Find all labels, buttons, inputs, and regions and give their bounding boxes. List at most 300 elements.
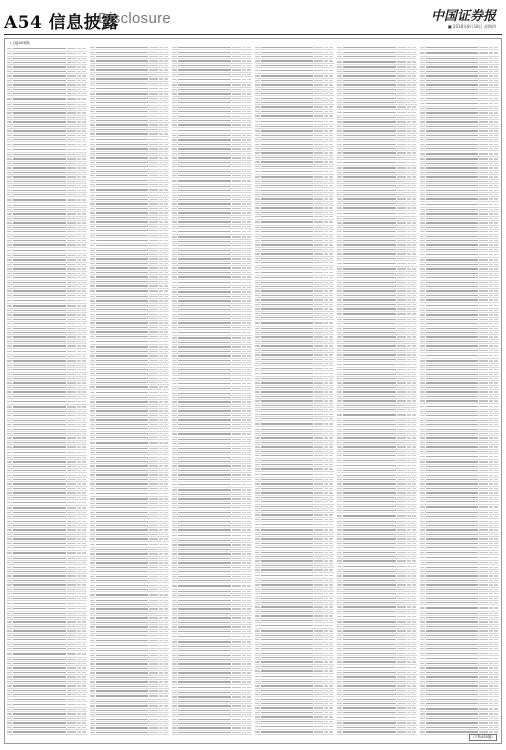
table-cell — [149, 52, 158, 53]
table-cell — [324, 350, 328, 351]
table-cell — [77, 374, 81, 375]
table-cell — [67, 552, 76, 553]
table-cell — [164, 719, 168, 720]
table-cell — [261, 139, 314, 140]
table-cell — [96, 544, 149, 545]
table-cell — [77, 653, 81, 654]
table-cell — [412, 172, 416, 173]
table-cell — [90, 585, 95, 586]
table-cell — [255, 666, 260, 667]
table-cell — [324, 152, 328, 153]
table-cell — [261, 519, 314, 520]
table-cell — [412, 455, 416, 456]
table-cell — [261, 615, 314, 616]
table-cell — [7, 727, 12, 728]
table-cell — [90, 199, 95, 200]
table-cell — [82, 295, 86, 296]
table-cell — [178, 448, 231, 449]
table-cell — [67, 80, 76, 81]
table-cell — [261, 685, 314, 686]
table-cell — [172, 540, 177, 541]
table-cell — [67, 507, 76, 508]
table-cell — [397, 571, 406, 572]
table-cell — [247, 540, 251, 541]
table-cell — [149, 631, 158, 632]
table-cell — [77, 135, 81, 136]
table-cell — [479, 396, 488, 397]
table-cell — [242, 415, 246, 416]
table-cell — [178, 503, 231, 504]
table-cell — [96, 604, 149, 605]
table-cell — [337, 626, 342, 627]
table-cell — [255, 644, 260, 645]
table-cell — [247, 516, 251, 517]
table-cell — [255, 451, 260, 452]
table-cell — [324, 198, 328, 199]
table-cell — [90, 56, 95, 57]
table-cell — [343, 71, 396, 72]
table-cell — [7, 529, 12, 530]
table-cell — [494, 231, 498, 232]
table-cell — [255, 653, 260, 654]
table-cell — [178, 512, 231, 513]
table-cell — [337, 332, 342, 333]
table-cell — [397, 661, 406, 662]
table-cell — [178, 479, 231, 480]
table-cell — [261, 272, 314, 273]
table-cell — [178, 549, 231, 550]
table-cell — [420, 360, 425, 361]
table-cell — [13, 433, 66, 434]
table-cell — [232, 714, 241, 715]
table-cell — [77, 277, 81, 278]
table-cell — [159, 195, 163, 196]
table-cell — [255, 681, 260, 682]
table-cell — [329, 455, 333, 456]
table-cell — [343, 152, 396, 153]
table-cell — [247, 567, 251, 568]
table-cell — [247, 571, 251, 572]
table-cell — [420, 98, 425, 99]
table-cell — [90, 144, 95, 145]
table-cell — [96, 199, 149, 200]
table-cell — [172, 562, 177, 563]
table-cell — [261, 437, 314, 438]
table-cell — [77, 259, 81, 260]
table-cell — [426, 181, 479, 182]
table-cell — [494, 163, 498, 164]
table-cell — [82, 411, 86, 412]
table-cell — [489, 194, 493, 195]
table-cell — [242, 507, 246, 508]
table-cell — [172, 79, 177, 80]
table-cell — [67, 437, 76, 438]
table-cell — [13, 167, 66, 168]
table-cell — [255, 721, 260, 722]
table-cell — [479, 341, 488, 342]
table-cell — [164, 74, 168, 75]
table-cell — [90, 534, 95, 535]
table-cell — [7, 378, 12, 379]
table-cell — [343, 575, 396, 576]
table-cell — [255, 584, 260, 585]
table-cell — [7, 341, 12, 342]
table-cell — [242, 672, 246, 673]
table-cell — [261, 510, 314, 511]
table-cell — [82, 199, 86, 200]
table-cell — [494, 89, 498, 90]
table-cell — [420, 80, 425, 81]
table-cell — [178, 373, 231, 374]
table-cell — [178, 474, 231, 475]
table-cell — [343, 566, 396, 567]
table-cell — [324, 703, 328, 704]
table-cell — [261, 497, 314, 498]
table-cell — [426, 305, 479, 306]
table-cell — [149, 659, 158, 660]
table-cell — [90, 124, 95, 125]
table-cell — [343, 203, 396, 204]
table-cell — [343, 387, 396, 388]
table-cell — [13, 264, 66, 265]
table-cell — [82, 534, 86, 535]
table-cell — [90, 314, 95, 315]
table-cell — [164, 93, 168, 94]
table-cell — [420, 227, 425, 228]
table-cell — [412, 319, 416, 320]
table-cell — [77, 314, 81, 315]
table-cell — [329, 322, 333, 323]
table-cell — [67, 648, 76, 649]
table-cell — [247, 401, 251, 402]
table-cell — [90, 226, 95, 227]
table-cell — [7, 163, 12, 164]
table-cell — [242, 111, 246, 112]
table-cell — [242, 626, 246, 627]
table-cell — [407, 295, 411, 296]
table-cell — [420, 158, 425, 159]
table-cell — [412, 630, 416, 631]
table-cell — [479, 254, 488, 255]
table-cell — [178, 655, 231, 656]
table-cell — [426, 158, 479, 159]
table-cell — [67, 401, 76, 402]
table-cell — [164, 272, 168, 273]
table-row — [337, 730, 417, 734]
table-cell — [77, 218, 81, 219]
table-cell — [178, 641, 231, 642]
table-cell — [242, 494, 246, 495]
table-cell — [159, 571, 163, 572]
table-cell — [96, 221, 149, 222]
table-cell — [407, 602, 411, 603]
table-cell — [7, 722, 12, 723]
table-cell — [255, 685, 260, 686]
table-cell — [232, 655, 241, 656]
table-cell — [407, 117, 411, 118]
table-cell — [314, 148, 323, 149]
table-cell — [412, 382, 416, 383]
table-cell — [7, 621, 12, 622]
table-cell — [494, 194, 498, 195]
table-cell — [412, 529, 416, 530]
table-cell — [314, 387, 323, 388]
table-cell — [242, 52, 246, 53]
table-cell — [82, 185, 86, 186]
table-cell — [164, 507, 168, 508]
table-cell — [426, 382, 479, 383]
table-cell — [407, 433, 411, 434]
table-cell — [479, 66, 488, 67]
table-cell — [407, 98, 411, 99]
table-cell — [494, 222, 498, 223]
table-cell — [82, 543, 86, 544]
table-cell — [247, 655, 251, 656]
table-cell — [13, 209, 66, 210]
table-cell — [232, 300, 241, 301]
table-cell — [247, 364, 251, 365]
table-cell — [324, 460, 328, 461]
table-cell — [255, 648, 260, 649]
table-cell — [337, 282, 342, 283]
table-cell — [67, 374, 76, 375]
table-cell — [324, 216, 328, 217]
table-cell — [407, 571, 411, 572]
table-cell — [343, 460, 396, 461]
table-cell — [412, 66, 416, 67]
table-cell — [494, 305, 498, 306]
table-cell — [329, 565, 333, 566]
table-cell — [247, 318, 251, 319]
table-cell — [7, 512, 12, 513]
table-cell — [172, 558, 177, 559]
table-cell — [67, 236, 76, 237]
table-cell — [479, 411, 488, 412]
table-cell — [13, 589, 66, 590]
table-cell — [324, 514, 328, 515]
table-cell — [329, 593, 333, 594]
table-cell — [261, 267, 314, 268]
table-cell — [172, 393, 177, 394]
table-cell — [90, 98, 95, 99]
table-cell — [178, 681, 231, 682]
table-cell — [82, 659, 86, 660]
table-cell — [77, 461, 81, 462]
table-cell — [489, 89, 493, 90]
table-cell — [67, 525, 76, 526]
table-cell — [407, 198, 411, 199]
table-cell — [178, 668, 231, 669]
table-cell — [82, 694, 86, 695]
table-cell — [343, 299, 396, 300]
table-cell — [255, 203, 260, 204]
table-cell — [178, 111, 231, 112]
table-cell — [255, 409, 260, 410]
table-cell — [77, 437, 81, 438]
table-cell — [77, 336, 81, 337]
table-cell — [159, 580, 163, 581]
table-cell — [412, 52, 416, 53]
table-cell — [324, 648, 328, 649]
table-cell — [232, 258, 241, 259]
table-cell — [412, 717, 416, 718]
table-cell — [82, 437, 86, 438]
table-cell — [494, 310, 498, 311]
table-cell — [343, 510, 396, 511]
table-cell — [77, 250, 81, 251]
table-cell — [77, 617, 81, 618]
table-cell — [494, 264, 498, 265]
table-cell — [172, 617, 177, 618]
table-cell — [96, 474, 149, 475]
table-cell — [149, 571, 158, 572]
table-cell — [13, 415, 66, 416]
table-cell — [479, 268, 488, 269]
table-cell — [407, 304, 411, 305]
table-cell — [7, 704, 12, 705]
table-cell — [96, 148, 149, 149]
table-cell — [7, 273, 12, 274]
table-cell — [82, 126, 86, 127]
table-cell — [77, 648, 81, 649]
table-cell — [82, 433, 86, 434]
table-cell — [7, 319, 12, 320]
table-cell — [412, 420, 416, 421]
table-cell — [247, 489, 251, 490]
table-cell — [255, 479, 260, 480]
table-cell — [77, 507, 81, 508]
table-cell — [149, 465, 158, 466]
table-cell — [7, 66, 12, 67]
table-cell — [90, 382, 95, 383]
table-cell — [412, 98, 416, 99]
table-cell — [159, 102, 163, 103]
table-cell — [82, 323, 86, 324]
table-cell — [232, 727, 241, 728]
table-cell — [232, 585, 241, 586]
table-cell — [329, 519, 333, 520]
table-cell — [337, 190, 342, 191]
table-cell — [255, 308, 260, 309]
table-cell — [247, 199, 251, 200]
table-cell — [261, 580, 314, 581]
table-cell — [489, 254, 493, 255]
table-cell — [242, 327, 246, 328]
table-cell — [255, 236, 260, 237]
table-cell — [261, 89, 314, 90]
table-cell — [247, 439, 251, 440]
table-cell — [232, 107, 241, 108]
table-cell — [337, 102, 342, 103]
table-cell — [164, 580, 168, 581]
table-cell — [159, 309, 163, 310]
table-cell — [90, 351, 95, 352]
table-cell — [172, 322, 177, 323]
table-cell — [164, 493, 168, 494]
table-cell — [261, 593, 314, 594]
table-cell — [329, 580, 333, 581]
table-cell — [337, 433, 342, 434]
table-cell — [420, 277, 425, 278]
table-cell — [397, 328, 406, 329]
table-cell — [164, 336, 168, 337]
table-cell — [242, 419, 246, 420]
table-cell — [494, 369, 498, 370]
table-cell — [149, 102, 158, 103]
table-cell — [172, 604, 177, 605]
table-cell — [324, 282, 328, 283]
table-cell — [90, 386, 95, 387]
table-cell — [494, 277, 498, 278]
table-cell — [13, 314, 66, 315]
table-cell — [149, 327, 158, 328]
table-cell — [7, 699, 12, 700]
table-cell — [172, 139, 177, 140]
table-cell — [149, 139, 158, 140]
table-cell — [397, 98, 406, 99]
table-cell — [494, 84, 498, 85]
table-cell — [314, 615, 323, 616]
table-cell — [242, 558, 246, 559]
table-cell — [412, 231, 416, 232]
table-cell — [494, 103, 498, 104]
table-cell — [242, 342, 246, 343]
table-cell — [149, 457, 158, 458]
table-cell — [314, 690, 323, 691]
table-cell — [232, 681, 241, 682]
table-cell — [232, 111, 241, 112]
table-cell — [397, 181, 406, 182]
table-cell — [337, 611, 342, 612]
table-cell — [232, 595, 241, 596]
table-cell — [164, 585, 168, 586]
table-cell — [247, 419, 251, 420]
table-cell — [247, 585, 251, 586]
table-cell — [164, 221, 168, 222]
table-cell — [247, 595, 251, 596]
table-cell — [242, 74, 246, 75]
table-cell — [343, 699, 396, 700]
table-cell — [494, 282, 498, 283]
table-cell — [247, 360, 251, 361]
table-cell — [314, 429, 323, 430]
table-cell — [178, 369, 231, 370]
table-cell — [247, 98, 251, 99]
table-cell — [343, 102, 396, 103]
table-cell — [178, 562, 231, 563]
table-cell — [67, 521, 76, 522]
table-cell — [159, 437, 163, 438]
table-cell — [494, 355, 498, 356]
table-cell — [343, 722, 396, 723]
table-cell — [314, 181, 323, 182]
table-cell — [232, 322, 241, 323]
table-cell — [7, 516, 12, 517]
table-cell — [255, 227, 260, 228]
table-cell — [329, 510, 333, 511]
table-cell — [255, 240, 260, 241]
table-cell — [90, 378, 95, 379]
table-cell — [67, 475, 76, 476]
table-cell — [314, 267, 323, 268]
table-cell — [397, 350, 406, 351]
table-cell — [412, 148, 416, 149]
table-cell — [314, 75, 323, 76]
table-cell — [67, 470, 76, 471]
table-cell — [242, 516, 246, 517]
table-cell — [397, 593, 406, 594]
table-cell — [329, 648, 333, 649]
